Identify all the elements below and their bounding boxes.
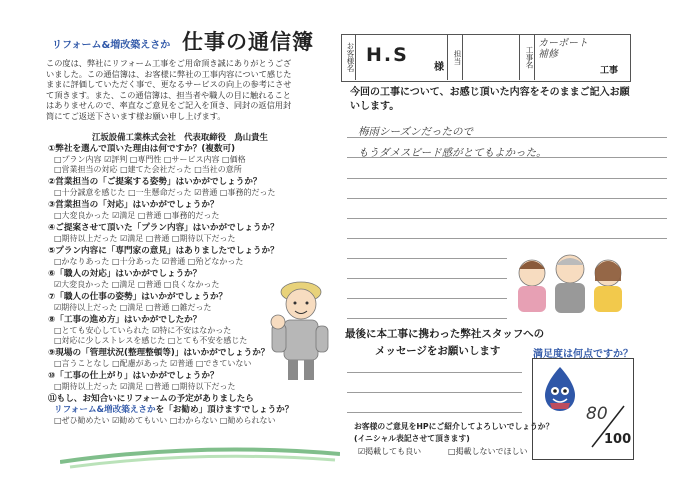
message-prompt-2: メッセージをお願いします bbox=[375, 345, 501, 357]
staff-label: 担当 bbox=[447, 34, 463, 80]
satisfaction-max: 100 bbox=[604, 432, 632, 447]
message-rule bbox=[347, 372, 522, 373]
question-5: ⑤プラン内容に「専門家の意見」はありましたでしょうか？ bbox=[48, 246, 279, 256]
staff-illustration bbox=[510, 245, 630, 315]
brand-label: リフォーム&増改築えさか bbox=[52, 40, 171, 51]
web-consent-question: お客様のご意見をHPにご紹介してよろしいでしょうか？ bbox=[354, 422, 554, 431]
customer-label: お客様名 bbox=[341, 34, 356, 80]
question-7-options[interactable]: ☑期待以上だった □満足 □普通 □雑だった bbox=[54, 303, 212, 312]
intro-line: ままに評価していただく事で、更なるサービスの向上の参考にさせ bbox=[46, 79, 292, 89]
question-11-brand: リフォーム&増改築えさか bbox=[54, 405, 156, 415]
question-2-options[interactable]: □十分誠意を感じた □一生懸命だった ☑普通 □事務的だった bbox=[54, 188, 276, 197]
message-rule bbox=[347, 392, 522, 393]
comment-rule bbox=[347, 298, 507, 299]
comment-rule bbox=[347, 238, 667, 239]
question-3: ③営業担当の「対応」はいかがでしょうか？ bbox=[48, 200, 219, 210]
question-11-options[interactable]: □ぜひ勧めたい ☑勧めてもいい □わからない □勧められない bbox=[54, 416, 276, 425]
question-8: ⑧「工事の進め方」はいかがでしたか？ bbox=[48, 315, 202, 325]
question-3-options[interactable]: □大変良かった ☑満足 □普通 □事務的だった bbox=[54, 211, 220, 220]
comment-prompt: 今回の工事について、お感じ頂いた内容をそのままご記入お願いします。 bbox=[350, 87, 630, 112]
question-4: ④ご提案させて頂いた「プラン内容」はいかがでしょうか？ bbox=[48, 223, 279, 233]
signature: 江坂設備工業株式会社 代表取締役 鳥山貴生 bbox=[92, 132, 268, 142]
mascot-icon bbox=[541, 365, 579, 413]
question-9: ⑨現場の「管理状況(整理整頓等)」はいかがでしょうか？ bbox=[48, 348, 270, 358]
comment-handwritten[interactable]: 梅雨シーズンだったので もうダメスピード感がとてもよかった。 bbox=[358, 126, 547, 159]
customer-name[interactable]: H.S bbox=[366, 44, 409, 66]
message-rule bbox=[347, 412, 522, 413]
question-5-options[interactable]: □かなりあった □十分あった ☑普通 □殆どなかった bbox=[54, 257, 244, 266]
web-consent-no[interactable]: □掲載しないでほしい bbox=[448, 447, 528, 456]
question-1-options[interactable]: □プラン内容 ☑評判 □専門性 □サービス内容 □価格 bbox=[54, 155, 246, 164]
intro-line: て頂きます。また、この通信簿は、担当者や職人の目に触れること bbox=[46, 89, 291, 100]
question-11-line2 bbox=[54, 405, 348, 416]
work-suffix: 工事 bbox=[600, 66, 619, 76]
intro-text bbox=[46, 58, 336, 121]
comment-rule bbox=[347, 218, 667, 219]
question-9-options[interactable]: □言うことなし □配慮があった ☑普通 □できていない bbox=[54, 359, 252, 368]
comment-rule bbox=[347, 278, 507, 279]
worker-illustration bbox=[268, 270, 334, 382]
page-title: 仕事の通信簿 bbox=[182, 30, 314, 54]
question-7: ⑦「職人の仕事の姿勢」はいかがでしょうか？ bbox=[48, 292, 228, 302]
question-11: ⑪もし、お知合いにリフォームの予定がありましたら bbox=[48, 394, 254, 404]
satisfaction-score[interactable]: 80 bbox=[586, 404, 608, 424]
comment-rule bbox=[347, 318, 507, 319]
question-2: ②営業担当の「ご提案する姿勢」はいかがでしょうか？ bbox=[48, 177, 262, 187]
comment-rule bbox=[347, 258, 507, 259]
message-prompt-1: 最後に本工事に携わった弊社スタッフへの bbox=[345, 328, 545, 340]
question-6-options[interactable]: ☑大変良かった □満足 □普通 □良くなかった bbox=[54, 280, 220, 289]
intro-line: いました。この通信簿は、お客様に弊社の工事内容について感じた bbox=[46, 68, 292, 79]
question-10-options[interactable]: □期待以上だった ☑満足 □普通 □期待以下だった bbox=[54, 382, 236, 391]
question-11-rest: を「お勧め」頂けますでしょうか？ bbox=[155, 405, 294, 415]
comment-rule bbox=[347, 198, 667, 199]
intro-line: 筒にてご返送下さいます様お願い申し上げます。 bbox=[46, 110, 226, 121]
question-8-options[interactable]: □とても安心していられた ☑特に不安はなかった bbox=[54, 326, 232, 335]
green-swoosh-decoration bbox=[60, 440, 340, 470]
intro-line: この度は、弊社にリフォーム工事をご用命頂き誠にありがとうござ bbox=[46, 58, 292, 68]
web-consent-note: (イニシャル表記させて頂きます) bbox=[354, 434, 470, 443]
question-8-options[interactable]: □対応に少しストレスを感じた □とても不安を感じた bbox=[54, 336, 248, 345]
work-label: 工事名 bbox=[519, 34, 535, 80]
question-1: ①弊社を選んで頂いた理由は何ですか？(複数可) bbox=[48, 144, 236, 154]
question-10: ⑩「工事の仕上がり」はいかがでしょうか？ bbox=[48, 371, 219, 381]
intro-line: はありませんので、率直なご意見をご記入を頂き、同封の返信用封 bbox=[46, 100, 292, 110]
web-consent-yes[interactable]: ☑掲載しても良い bbox=[358, 447, 422, 456]
comment-rule bbox=[347, 178, 667, 179]
work-name-handwritten[interactable]: カーポート 補修 bbox=[538, 38, 588, 60]
customer-honorific: 様 bbox=[434, 62, 444, 73]
question-6: ⑥「職人の対応」はいかがでしょうか？ bbox=[48, 269, 202, 279]
satisfaction-label: 満足度は何点ですか？ bbox=[533, 349, 633, 360]
question-4-options[interactable]: □期待以上だった ☑満足 □普通 □期待以下だった bbox=[54, 234, 236, 243]
question-1-options[interactable]: □営業担当の対応 □建てた会社だった □当社の意所 bbox=[54, 165, 242, 174]
